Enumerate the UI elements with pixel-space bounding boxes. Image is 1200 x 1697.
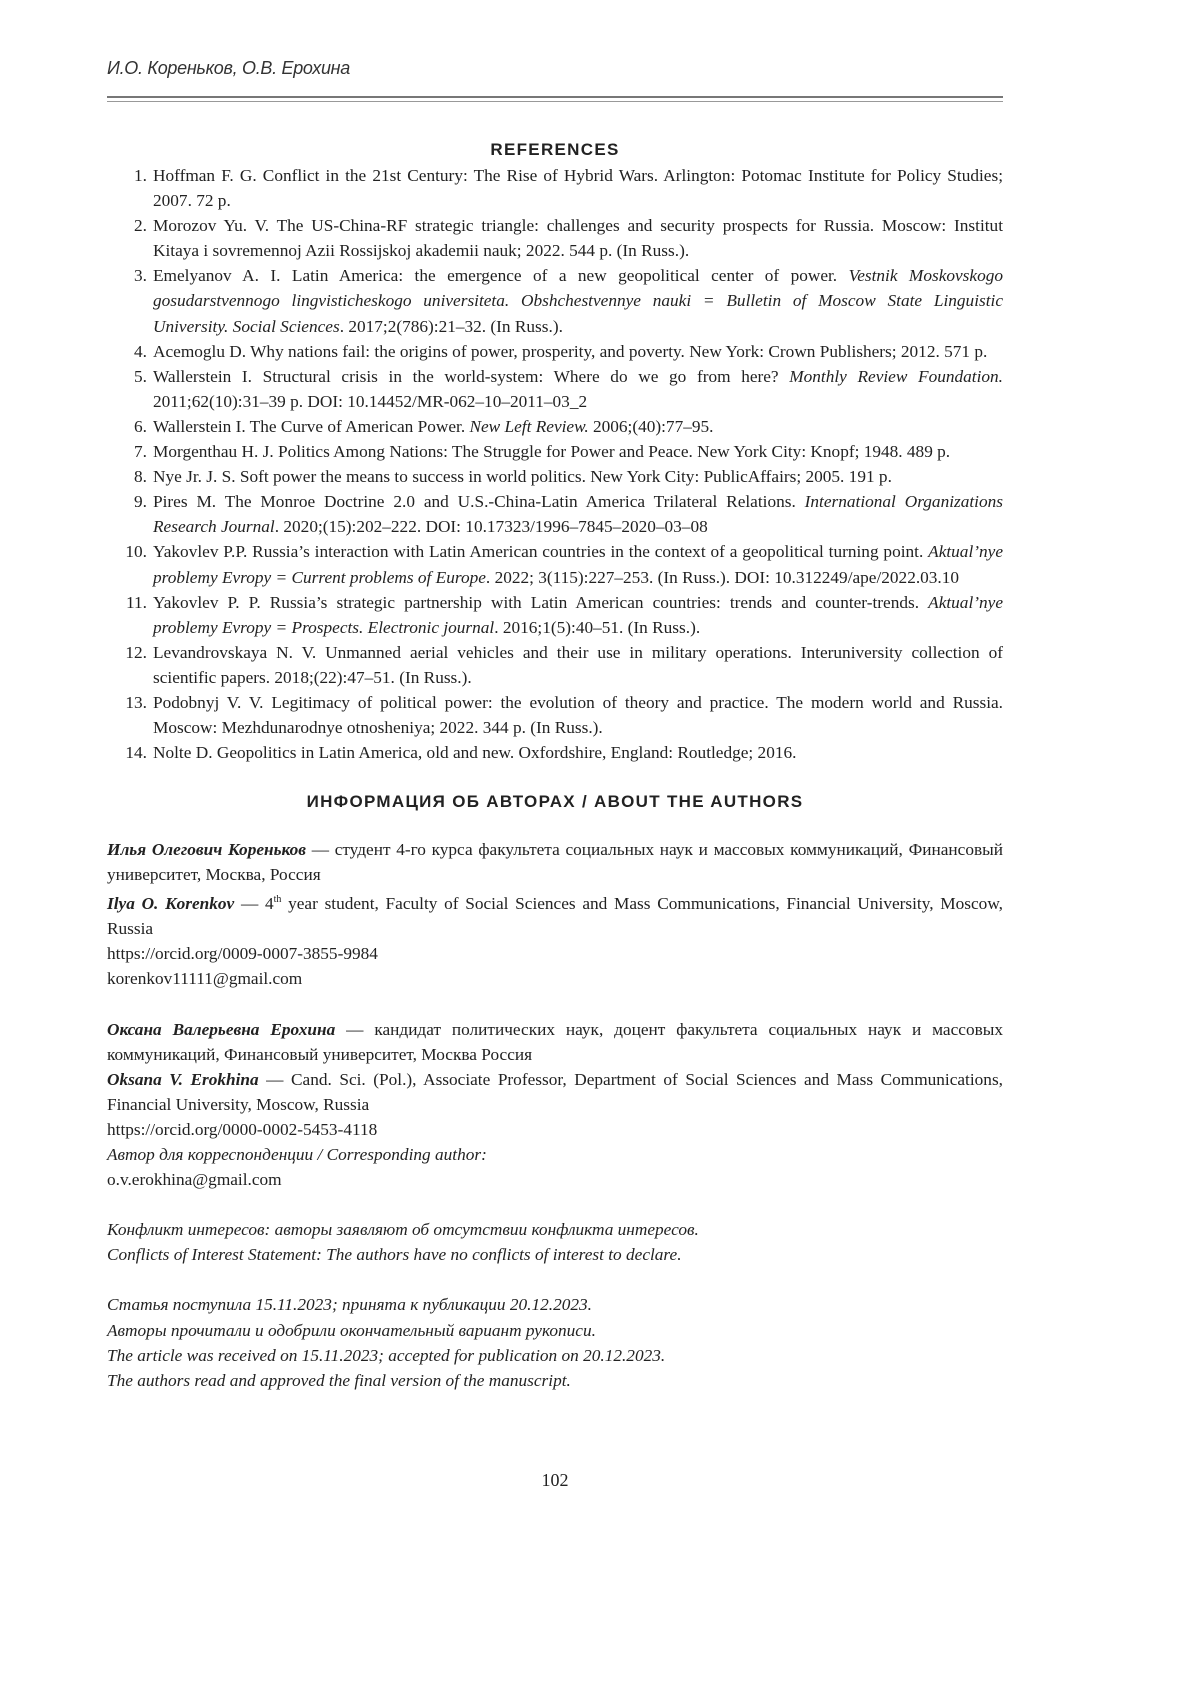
author-1-en-name: Ilya O. Korenkov xyxy=(107,894,234,913)
reference-segment: Wallerstein I. The Curve of American Power. xyxy=(153,417,469,436)
document-page xyxy=(0,0,1200,1697)
author-2-ru-name: Оксана Валерьевна Ерохина xyxy=(107,1020,335,1039)
conflict-statement xyxy=(107,1217,1003,1267)
reference-segment: Yakovlev P.P. Russia’s interaction with Latin American countries in the context of a geopolitical turning point. xyxy=(153,542,928,561)
reference-segment: 2011;62(10):31–39 p. DOI: 10.14452/MR-062–10–2011–03_2 xyxy=(153,392,587,411)
reference-segment: Acemoglu D. Why nations fail: the origins of power, prosperity, and poverty. New York: Crown Publishers; 2012. 571 p. xyxy=(153,342,987,361)
article-dates xyxy=(107,1292,1003,1392)
author-1-en-sup: th xyxy=(274,894,282,905)
page-number: 102 xyxy=(0,1470,1110,1491)
references-list xyxy=(107,163,1003,765)
reference-number: 2. xyxy=(107,213,153,263)
author-1 xyxy=(107,837,1003,991)
authors-heading: ИНФОРМАЦИЯ ОБ АВТОРАХ / ABOUT THE AUTHORS xyxy=(107,789,1003,815)
reference-number: 1. xyxy=(107,163,153,213)
reference-segment: 2006;(40):77–95. xyxy=(589,417,714,436)
reference-segment: . 2016;1(5):40–51. (In Russ.). xyxy=(494,618,700,637)
reference-segment: Morgenthau H. J. Politics Among Nations: The Struggle for Power and Peace. New York City: Knopf; 1948. 489 p. xyxy=(153,442,950,461)
reference-number: 4. xyxy=(107,339,153,364)
author-2-ru-desc: — кандидат политических наук, доцент факультета социальных наук и массовых коммуникаций, Финансовый университет, Москва Россия xyxy=(107,1020,1003,1064)
author-1-ru-desc: — студент 4-го курса факультета социальных наук и массовых коммуникаций, Финансовый университет, Москва, Россия xyxy=(107,840,1003,884)
reference-number: 8. xyxy=(107,464,153,489)
reference-source: Monthly Review Foundation. xyxy=(789,367,1003,386)
reference-segment: Nye Jr. J. S. Soft power the means to success in world politics. New York City: PublicAffairs; 2005. 191 p. xyxy=(153,467,892,486)
header-rule xyxy=(107,96,1003,102)
reference-source: Aktual’nye problemy Evropy = Current problems of Europe xyxy=(153,542,1003,586)
reference-item xyxy=(107,414,1003,439)
approved-en: The authors read and approved the final version of the manuscript. xyxy=(107,1371,571,1390)
reference-segment: Morozov Yu. V. The US-China-RF strategic triangle: challenges and security prospects for Russia. Moscow: Institut Kitaya i sovremennoj Azii Rossijskoj akademii nauk; 2022. 544 p. (In Russ.). xyxy=(153,216,1003,260)
reference-number: 3. xyxy=(107,263,153,338)
reference-item xyxy=(107,163,1003,213)
author-2-en-name: Oksana V. Erokhina xyxy=(107,1070,259,1089)
author-2-en-desc: — Cand. Sci. (Pol.), Associate Professor, Department of Social Sciences and Mass Communications, Financial University, Moscow, Russia xyxy=(107,1070,1003,1114)
reference-segment: Nolte D. Geopolitics in Latin America, old and new. Oxfordshire, England: Routledge; 2016. xyxy=(153,743,796,762)
reference-segment: Yakovlev P. P. Russia’s strategic partnership with Latin American countries: trends and counter-trends. xyxy=(153,593,928,612)
author-2-orcid[interactable]: https://orcid.org/0000-0002-5453-4118 xyxy=(107,1117,1003,1142)
reference-number: 9. xyxy=(107,489,153,539)
reference-item xyxy=(107,213,1003,263)
reference-text xyxy=(153,590,1003,640)
reference-item xyxy=(107,640,1003,690)
author-1-en-desc-pre: — 4 xyxy=(234,894,273,913)
reference-number: 14. xyxy=(107,740,153,765)
reference-text xyxy=(153,740,1003,765)
running-head: И.О. Кореньков, О.В. Ерохина xyxy=(107,58,350,79)
reference-source: New Left Review. xyxy=(469,417,588,436)
reference-text xyxy=(153,364,1003,414)
received-ru: Статья поступила 15.11.2023; принята к публикации 20.12.2023. xyxy=(107,1295,592,1314)
reference-text xyxy=(153,414,1003,439)
reference-segment: . 2017;2(786):21–32. (In Russ.). xyxy=(340,317,563,336)
reference-segment: Emelyanov A. I. Latin America: the emergence of a new geopolitical center of power. xyxy=(153,266,849,285)
conflict-ru: Конфликт интересов: авторы заявляют об отсутствии конфликта интересов. xyxy=(107,1220,699,1239)
reference-number: 11. xyxy=(107,590,153,640)
reference-number: 5. xyxy=(107,364,153,414)
reference-item xyxy=(107,740,1003,765)
author-2-email[interactable]: o.v.erokhina@gmail.com xyxy=(107,1167,1003,1192)
reference-text xyxy=(153,439,1003,464)
reference-text xyxy=(153,539,1003,589)
reference-segment: Levandrovskaya N. V. Unmanned aerial vehicles and their use in military operations. Interuniversity collection of scientific papers. 2018;(22):47–51. (In Russ.). xyxy=(153,643,1003,687)
reference-item xyxy=(107,690,1003,740)
reference-segment: . 2022; 3(115):227–253. (In Russ.). DOI: 10.312249/ape/2022.03.10 xyxy=(486,568,959,587)
reference-segment: Pires M. The Monroe Doctrine 2.0 and U.S.-China-Latin America Trilateral Relations. xyxy=(153,492,805,511)
reference-text xyxy=(153,163,1003,213)
reference-number: 6. xyxy=(107,414,153,439)
reference-item xyxy=(107,539,1003,589)
author-1-orcid[interactable]: https://orcid.org/0009-0007-3855-9984 xyxy=(107,941,1003,966)
reference-source: Aktual’nye problemy Evropy = Prospects. Electronic journal xyxy=(153,593,1003,637)
reference-text xyxy=(153,263,1003,338)
reference-number: 13. xyxy=(107,690,153,740)
received-en: The article was received on 15.11.2023; accepted for publication on 20.12.2023. xyxy=(107,1346,665,1365)
corresponding-label: Автор для корреспонденции / Corresponding author: xyxy=(107,1145,487,1164)
conflict-en: Conflicts of Interest Statement: The authors have no conflicts of interest to declare. xyxy=(107,1245,682,1264)
references-heading: REFERENCES xyxy=(107,137,1003,163)
reference-text xyxy=(153,489,1003,539)
reference-item xyxy=(107,489,1003,539)
reference-item xyxy=(107,439,1003,464)
reference-item xyxy=(107,590,1003,640)
reference-number: 7. xyxy=(107,439,153,464)
reference-item xyxy=(107,364,1003,414)
reference-segment: Podobnyj V. V. Legitimacy of political power: the evolution of theory and practice. The modern world and Russia. Moscow: Mezhdunarodnye otnosheniya; 2022. 344 p. (In Russ.). xyxy=(153,693,1003,737)
reference-source: Vestnik Moskovskogo gosudarstvennogo lingvisticheskogo universiteta. Obshchestvennye nauki = Bulletin of Moscow State Linguistic University. Social Sciences xyxy=(153,266,1003,335)
reference-text xyxy=(153,213,1003,263)
content xyxy=(107,137,1003,1393)
approved-ru: Авторы прочитали и одобрили окончательный вариант рукописи. xyxy=(107,1321,596,1340)
author-1-ru-name: Илья Олегович Кореньков xyxy=(107,840,306,859)
reference-segment: Wallerstein I. Structural crisis in the world-system: Where do we go from here? xyxy=(153,367,789,386)
reference-text xyxy=(153,339,1003,364)
reference-number: 12. xyxy=(107,640,153,690)
author-2 xyxy=(107,1017,1003,1193)
author-1-email[interactable]: korenkov11111@gmail.com xyxy=(107,966,1003,991)
reference-item xyxy=(107,464,1003,489)
reference-text xyxy=(153,464,1003,489)
reference-number: 10. xyxy=(107,539,153,589)
reference-segment: Hoffman F. G. Conflict in the 21st Century: The Rise of Hybrid Wars. Arlington: Potomac Institute for Policy Studies; 2007. 72 p. xyxy=(153,166,1003,210)
reference-item xyxy=(107,263,1003,338)
reference-source: International Organizations Research Journal xyxy=(153,492,1003,536)
reference-text xyxy=(153,640,1003,690)
author-1-en-desc: year student, Faculty of Social Sciences and Mass Communications, Financial University, Moscow, Russia xyxy=(107,894,1003,938)
reference-segment: . 2020;(15):202–222. DOI: 10.17323/1996–7845–2020–03–08 xyxy=(275,517,708,536)
reference-item xyxy=(107,339,1003,364)
reference-text xyxy=(153,690,1003,740)
